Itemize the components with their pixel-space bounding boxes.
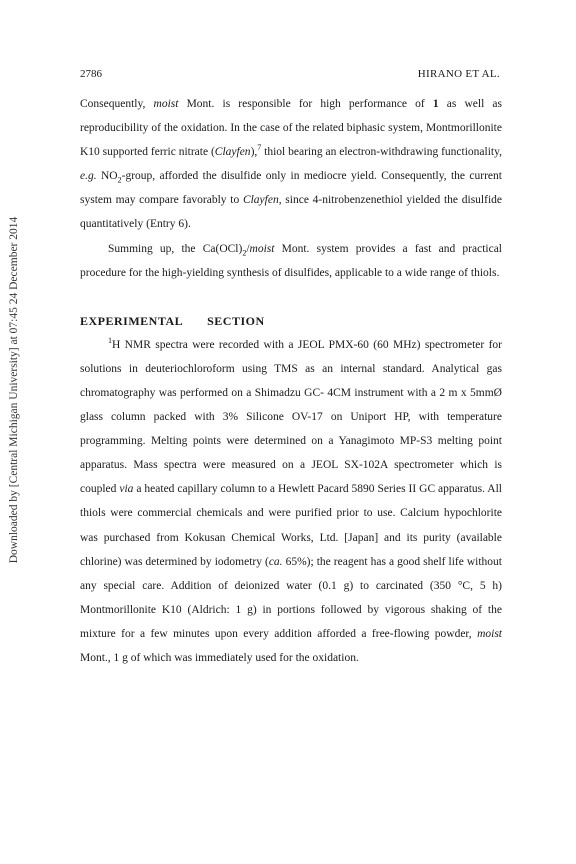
article-body [80,92,502,670]
running-head-authors: HIRANO ET AL. [417,68,500,80]
reference-superscript: 7 [257,143,262,153]
section-heading: EXPERIMENTAL SECTION [80,313,265,328]
download-watermark [3,100,25,680]
paragraph-discussion: Consequently, moist Mont. is responsible for high performance of 1 as well as reproducibility of the oxidation. In the case of the related biphasic system, Montmorillonite K10 supported ferric nitrate (Clayfen),$^7$ thiol bearing an electron-withdrawing functionality, e.g. $NO_2$-group, afforded the disulfide only in mediocre yield. Consequently, the current system may compare favorably to Clayfen, since 4-nitrobenzenethiol yielded the disulfide quantitatively (Entry 6). [80,98,503,231]
section-spacer [80,285,502,309]
paragraph-experimental: $^1$H NMR spectra were recorded with a JEOL PMX-60 (60 MHz) spectrometer for solutions in deuteriochloroform using TMS as an internal standard. Analytical gas chromatography was performed on a Shimadzu GC- 4CM instrument with a 2 m x 5mmØ glass column packed with 3% Silicone OV-17 on Uniport HP, with temperature programming. Melting points were determined on a Yanagimoto MP-S3 melting point apparatus. Mass spectra were measured on a JEOL SX-102A spectrometer which is coupled via a heated capillary column to a Hewlett Pacard 5890 Series II GC apparatus. All thiols were commercial chemicals and were purified prior to use. Calcium hypochlorite was purchased from Kokusan Chemical Works, Ltd. [Japan] and its purity (available chlorine) was determined by iodometry (ca. 65%); the reagent has a good shelf life without any special care. Addition of deionized water (0.1 g) to carcinated (350 °C, 5 h) Montmorillonite K10 (Aldrich: 1 g) in portions followed by vigorous shaking of the mixture for a few minutes upon every addition afforded a free-flowing powder, moist Mont., 1 g of which was immediately used for the oxidation. [80,335,503,664]
paragraph-summary: Summing up, the $Ca(OCl)_2$/moist Mont. system provides a fast and practical procedure for the high-yielding synthesis of disulfides, applicable to a wide range of thiols. [80,242,502,279]
page-number: 2786 [80,68,102,80]
download-watermark-text: Downloaded by [Central Michigan University] at 07:45 24 December 2014 [8,216,20,564]
